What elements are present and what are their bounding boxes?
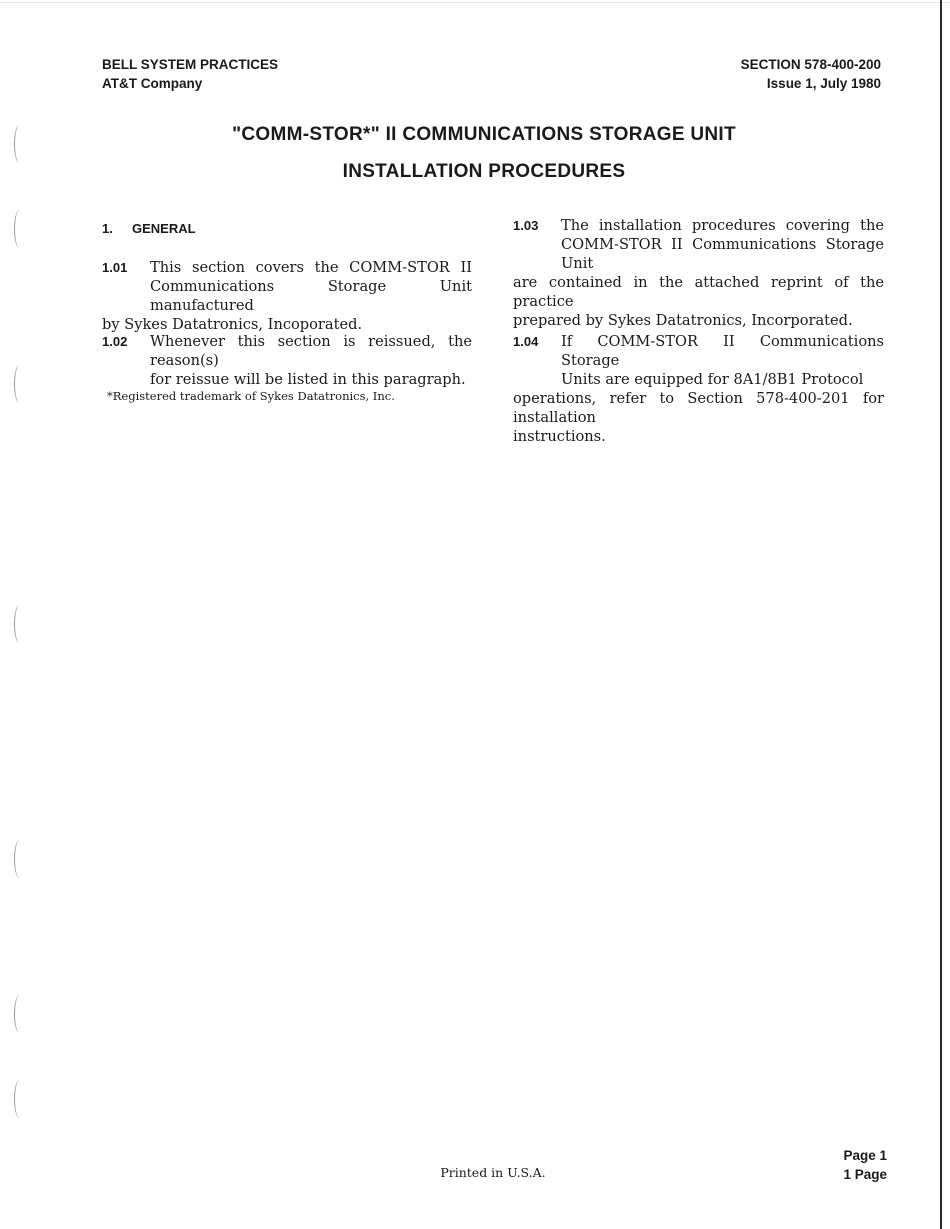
- scan-right-edge: [940, 0, 942, 1229]
- header-left: [102, 55, 278, 93]
- page-count-line: 1 Page: [843, 1167, 887, 1182]
- page-number-line: Page 1: [843, 1148, 887, 1163]
- paragraph-1-04: [513, 332, 884, 446]
- binder-hole-mark: [14, 995, 25, 1033]
- binder-hole-mark: [14, 605, 25, 643]
- scan-top-edge: [0, 2, 950, 3]
- binder-hole-mark: [14, 1080, 25, 1118]
- page-number: [843, 1146, 887, 1184]
- paragraph-1-01: [102, 258, 472, 334]
- paragraph-number: 1.01: [102, 260, 128, 275]
- header-right: [741, 55, 881, 93]
- paragraph-number: 1.02: [102, 334, 128, 349]
- printed-in-usa: Printed in U.S.A.: [440, 1165, 546, 1180]
- section-number: SECTION 578-400-200: [740, 57, 881, 72]
- paragraph-number: 1.03: [513, 218, 539, 233]
- section-heading: [102, 221, 196, 236]
- paragraph-line: instructions.: [513, 428, 606, 445]
- paragraph-line: are contained in the attached reprint of the practice: [513, 274, 884, 310]
- paragraph-line: COMM-STOR II Communications Storage Unit: [561, 236, 884, 272]
- document-subtitle: INSTALLATION PROCEDURES: [342, 161, 626, 182]
- paragraph-line: If COMM-STOR II Communications Storage: [561, 333, 884, 369]
- paragraph-line: for reissue will be listed in this paragraph.: [150, 371, 466, 388]
- paragraph-line: prepared by Sykes Datatronics, Incorporated.: [513, 312, 853, 329]
- paragraph-line: This section covers the COMM-STOR II: [150, 259, 472, 276]
- paragraph-1-03: [513, 216, 884, 330]
- footnote: *Registered trademark of Sykes Datatronics, Inc.: [107, 389, 395, 403]
- publication-name: BELL SYSTEM PRACTICES: [102, 57, 279, 72]
- section-heading-text: GENERAL: [132, 221, 196, 236]
- binder-hole-mark: [14, 210, 25, 248]
- binder-hole-mark: [14, 840, 25, 878]
- binder-hole-mark: [14, 365, 25, 403]
- paragraph-line: The installation procedures covering the: [561, 217, 884, 234]
- paragraph-line: operations, refer to Section 578-400-201 for installation: [513, 390, 884, 426]
- paragraph-line: Communications Storage Unit manufactured: [150, 278, 472, 314]
- company-name: AT&T Company: [102, 76, 203, 91]
- section-heading-number: 1.: [102, 221, 113, 236]
- paragraph-line: Units are equipped for 8A1/8B1 Protocol: [561, 371, 864, 388]
- paragraph-number: 1.04: [513, 334, 539, 349]
- paragraph-line: Whenever this section is reissued, the reason(s): [150, 333, 472, 369]
- issue-date: Issue 1, July 1980: [766, 76, 881, 91]
- paragraph-line: by Sykes Datatronics, Incoporated.: [102, 316, 363, 333]
- document-title: "COMM-STOR*" II COMMUNICATIONS STORAGE UNIT: [232, 124, 736, 145]
- paragraph-1-02: [102, 332, 472, 389]
